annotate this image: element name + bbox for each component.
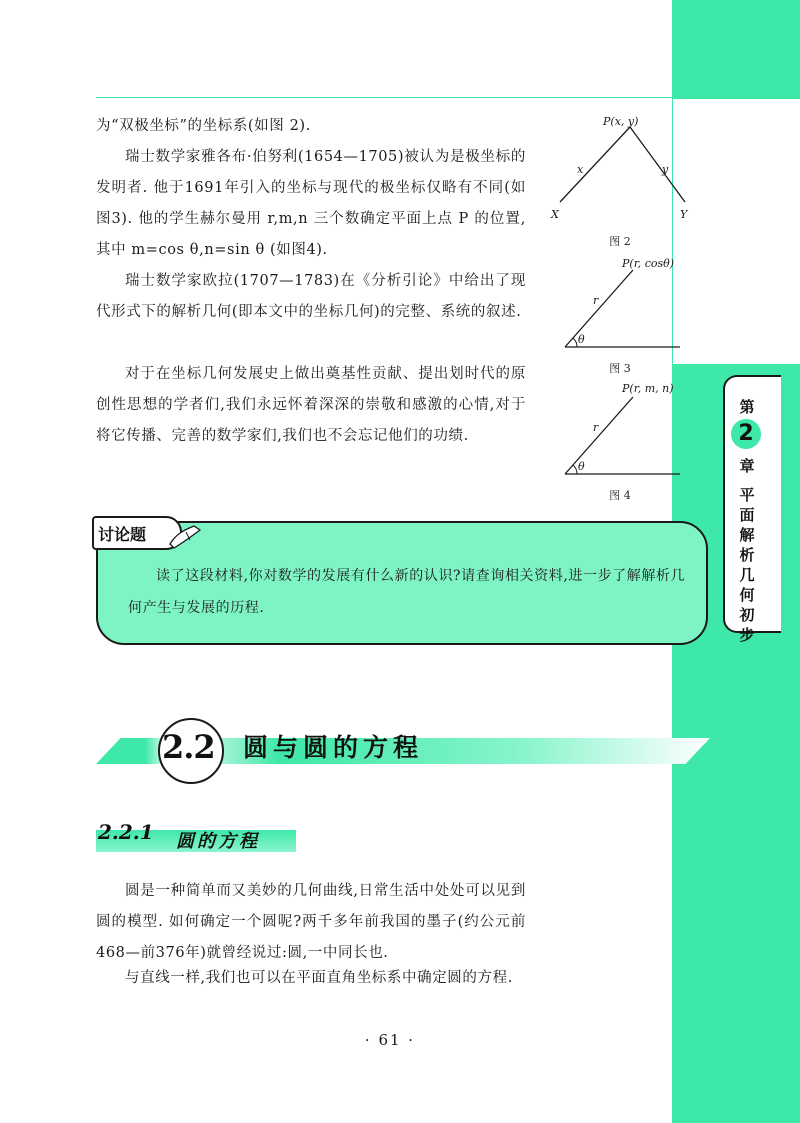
chapter-number: 2 bbox=[731, 419, 761, 449]
subsection-number: 2.2.1 bbox=[98, 820, 154, 844]
paragraph-1: 为“双极坐标”的坐标系(如图 2). bbox=[96, 118, 311, 134]
fig3-caption: 图 3 bbox=[609, 362, 631, 375]
fig3-ray bbox=[565, 270, 633, 347]
fig4-caption: 图 4 bbox=[609, 489, 631, 502]
hand-pen-icon bbox=[166, 520, 206, 550]
fig3-angle-label: θ bbox=[578, 333, 585, 346]
fig2-right-line bbox=[630, 127, 685, 202]
fig3-side-label: r bbox=[593, 294, 599, 307]
fig2-right-side-label: y bbox=[662, 163, 669, 176]
fig4-angle-arc bbox=[573, 465, 577, 474]
fig4-ray bbox=[565, 397, 633, 474]
fig3-angle-arc bbox=[573, 338, 577, 347]
section-paragraph-2: 与直线一样,我们也可以在平面直角坐标系中确定圆的方程. bbox=[125, 970, 513, 986]
chapter-label-top: 第 bbox=[739, 398, 755, 416]
fig2-left-end-label: X bbox=[551, 208, 559, 221]
figure-2 bbox=[540, 112, 710, 252]
section-number: 2.2 bbox=[162, 728, 215, 766]
paragraph-3: 瑞士数学家欧拉(1707—1783)在《分析引论》中给出了现代形式下的解析几何(即本文中的坐标几何)的完整、系统的叙述. bbox=[96, 273, 526, 320]
fig2-right-end-label: Y bbox=[680, 208, 688, 221]
fig2-top-label: P(x, y) bbox=[603, 115, 639, 128]
discussion-text: 读了这段材料,你对数学的发展有什么新的认识?请查询相关资料,进一步了解解析几何产生与发展的历程. bbox=[128, 568, 686, 616]
chapter-label-bottom: 章 bbox=[739, 457, 755, 475]
page-number: · 61 · bbox=[364, 1031, 416, 1049]
chapter-title: 平面解析几何初步 bbox=[739, 486, 755, 644]
discussion-label: 讨论题 bbox=[98, 525, 147, 544]
figure-4 bbox=[555, 385, 695, 485]
fig2-left-line bbox=[560, 127, 630, 202]
figure-3 bbox=[555, 260, 695, 360]
section-paragraph-1: 圆是一种简单而又美妙的几何曲线,日常生活中处处可以见到圆的模型. 如何确定一个圆呢?两千多年前我国的墨子(约公元前468—前376年)就曾经说过:圆,一中同长也. bbox=[96, 883, 526, 961]
paragraph-2: 瑞士数学家雅各布·伯努利(1654—1705)被认为是极坐标的发明者. 他于1691年引入的坐标与现代的极坐标仅略有不同(如图3). 他的学生赫尔曼用 r,m,n 三个数确定平面上点 P 的位置,其中 m=cos θ,n=sin θ (如图4). bbox=[96, 149, 526, 258]
subsection-title: 圆的方程 bbox=[176, 831, 260, 852]
fig2-left-side-label: x bbox=[577, 163, 584, 176]
fig3-top-label: P(r, cosθ) bbox=[622, 257, 675, 270]
section-title: 圆与圆的方程 bbox=[243, 733, 424, 762]
fig4-top-label: P(r, m, n) bbox=[622, 382, 674, 395]
top-rule bbox=[96, 97, 672, 98]
paragraph-4: 对于在坐标几何发展史上做出奠基性贡献、提出划时代的原创性思想的学者们,我们永远怀着深深的崇敬和感激的心情,对于将它传播、完善的数学家们,我们也不会忘记他们的功绩. bbox=[96, 366, 526, 444]
fig4-angle-label: θ bbox=[578, 460, 585, 473]
fig4-side-label: r bbox=[593, 421, 599, 434]
fig2-caption: 图 2 bbox=[609, 235, 631, 248]
